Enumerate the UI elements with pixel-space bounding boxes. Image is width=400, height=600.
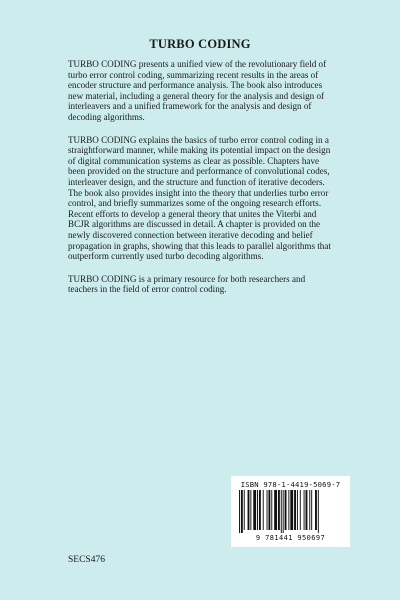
- series-code: SECS476: [68, 555, 105, 565]
- paragraph-audience: TURBO CODING is a primary resource for both researchers and teachers in the field of error control coding.: [68, 273, 306, 295]
- isbn-label: ISBN 978-1-4419-5069-7: [240, 480, 341, 489]
- description: [68, 59, 334, 307]
- barcode-digits: 9 781441 950697: [255, 534, 326, 542]
- page-title: TURBO CODING: [149, 37, 251, 51]
- paragraph-intro: TURBO CODING presents a unified view of the revolutionary field of turbo error control coding, summarizing recent results in the areas of encoder structure and performance analysis. The book also introduces new material, including a general theory for the analysis and design of interleavers and a unified framework for the analysis and design of decoding algorithms.: [68, 59, 327, 122]
- paragraph-details: TURBO CODING explains the basics of turbo error control coding in a straightforward manner, while making its potential impact on the design of digital communication systems as clear as possible. Chapters have been provided on the structure and performance of convolutional codes, interleaver design, and the structure and function of iterative decoders. The book also provides insight into the theory that underlies turbo error control, and briefly summarizes some of the ongoing research efforts. Recent efforts to develop a general theory that unites the Viterbi and BCJR algorithms are discussed in detail. A chapter is provided on the newly discovered connection between iterative decoding and belief propagation in graphs, showing that this leads to parallel algorithms that outperform currently used turbo decoding algorithms.: [68, 134, 331, 262]
- isbn-barcode: [231, 476, 350, 547]
- barcode-icon: [237, 490, 344, 533]
